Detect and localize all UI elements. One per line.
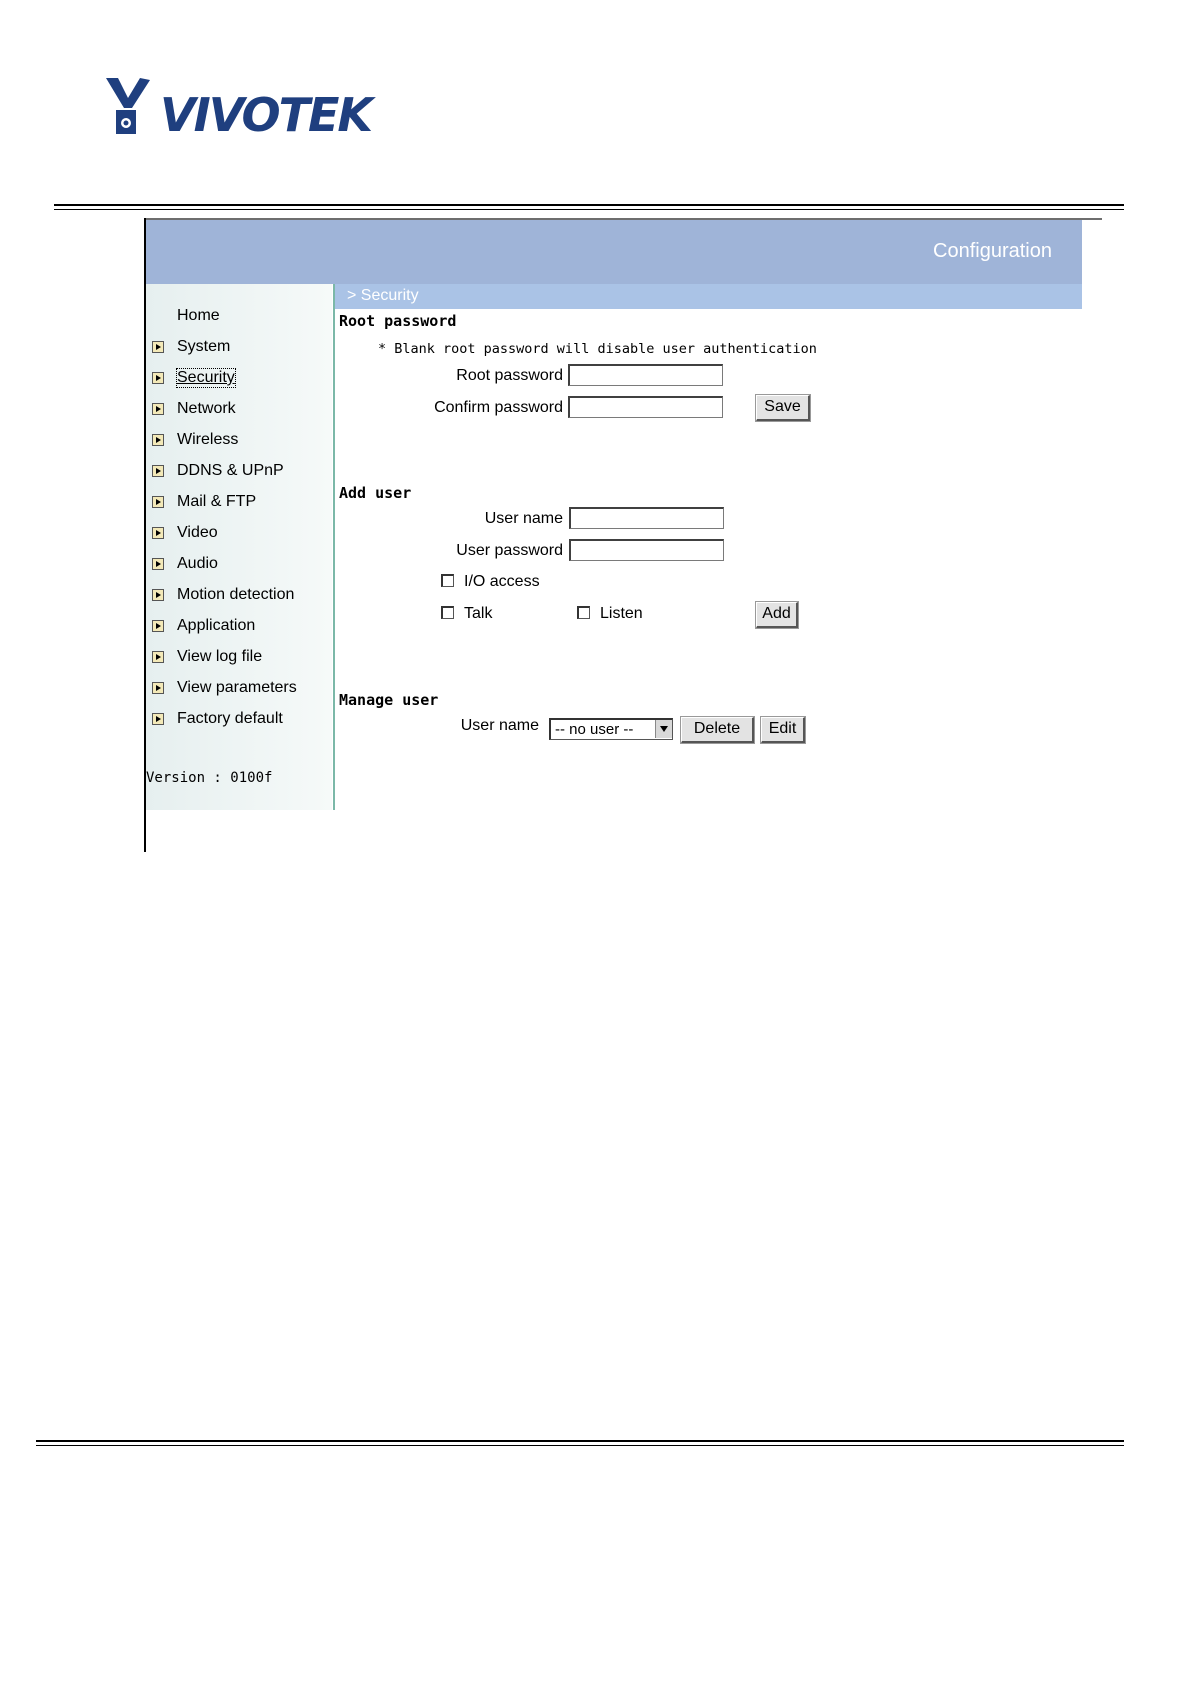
io-access-checkbox[interactable]: [441, 574, 454, 587]
sidebar-item-label: Audio: [177, 555, 218, 572]
chevron-down-icon[interactable]: [655, 720, 672, 738]
talk-label: Talk: [464, 605, 493, 622]
confirm-password-input[interactable]: [568, 396, 723, 418]
add-user-password-label: User password: [456, 542, 563, 559]
sidebar-item-label: Application: [177, 617, 256, 634]
sidebar-item-wireless[interactable]: [146, 428, 332, 454]
arrow-right-icon: [152, 496, 164, 508]
root-password-label: Root password: [456, 367, 563, 384]
page-title: Configuration: [933, 240, 1052, 262]
add-user-button[interactable]: Add: [756, 602, 798, 628]
sidebar-item-audio[interactable]: [146, 552, 332, 578]
sidebar-item-security[interactable]: [146, 366, 332, 392]
sidebar-item-motion-detection[interactable]: [146, 583, 332, 609]
sidebar-item-mail-ftp[interactable]: [146, 490, 332, 516]
breadcrumb-text: > Security: [347, 287, 419, 304]
footer-rule-thin: [36, 1445, 1124, 1446]
arrow-right-icon: [152, 713, 164, 725]
vivotek-logo-mark-icon: [104, 76, 156, 138]
breadcrumb: [335, 284, 1082, 309]
sidebar-item-label: Factory default: [177, 710, 283, 727]
sidebar-item-label: View parameters: [177, 679, 297, 696]
user-select-value: -- no user --: [555, 721, 634, 738]
firmware-version: Version : 0100f: [146, 770, 273, 786]
add-username-label: User name: [484, 510, 563, 527]
header-rule-thin: [54, 209, 1124, 210]
add-user-password-input[interactable]: [569, 539, 724, 561]
sidebar-item-label: Motion detection: [177, 586, 295, 603]
arrow-right-icon: [152, 682, 164, 694]
arrow-right-icon: [152, 403, 164, 415]
listen-checkbox[interactable]: [577, 606, 590, 619]
sidebar-item-label: Security: [177, 369, 235, 386]
sidebar-item-label: Video: [177, 524, 218, 541]
sidebar-item-factory-default[interactable]: [146, 707, 332, 733]
arrow-right-icon: [152, 434, 164, 446]
add-user-heading: Add user: [339, 484, 412, 502]
security-panel: [335, 309, 1082, 809]
sidebar-item-ddns-upnp[interactable]: [146, 459, 332, 485]
logo-text: VIVOTEK: [160, 88, 372, 142]
sidebar-item-view-parameters[interactable]: [146, 676, 332, 702]
sidebar-item-label: Network: [177, 400, 236, 417]
arrow-right-icon: [152, 372, 164, 384]
confirm-password-label: Confirm password: [434, 399, 563, 416]
sidebar-item-label: View log file: [177, 648, 263, 665]
arrow-right-icon: [152, 651, 164, 663]
sidebar-item-network[interactable]: [146, 397, 332, 423]
vivotek-logo: [104, 76, 374, 146]
sidebar-item-view-log-file[interactable]: [146, 645, 332, 671]
arrow-right-icon: [152, 527, 164, 539]
config-header-bar: [146, 220, 1082, 284]
root-password-heading: Root password: [339, 312, 457, 330]
delete-user-button[interactable]: Delete: [681, 717, 754, 743]
save-button[interactable]: Save: [756, 395, 810, 421]
sidebar-item-label: Wireless: [177, 431, 239, 448]
manage-user-heading: Manage user: [339, 691, 439, 709]
listen-label: Listen: [600, 605, 643, 622]
sidebar-item-video[interactable]: [146, 521, 332, 547]
sidebar: [146, 284, 332, 810]
sidebar-item-label: Home: [177, 307, 220, 324]
sidebar-item-label: System: [177, 338, 231, 355]
root-password-input[interactable]: [568, 364, 723, 386]
user-select[interactable]: [549, 718, 673, 740]
header-rule: [54, 204, 1124, 206]
footer-rule: [36, 1440, 1124, 1442]
arrow-right-icon: [152, 341, 164, 353]
arrow-right-icon: [152, 558, 164, 570]
add-username-input[interactable]: [569, 507, 724, 529]
sidebar-item-application[interactable]: [146, 614, 332, 640]
root-password-note: * Blank root password will disable user authentication: [378, 341, 817, 357]
sidebar-item-system[interactable]: [146, 335, 332, 361]
sidebar-item-home[interactable]: [146, 304, 332, 330]
io-access-label: I/O access: [464, 573, 540, 590]
manage-username-label: User name: [460, 717, 539, 734]
talk-checkbox[interactable]: [441, 606, 454, 619]
sidebar-item-label: Mail & FTP: [177, 493, 257, 510]
edit-user-button[interactable]: Edit: [761, 717, 805, 743]
sidebar-item-label: DDNS & UPnP: [177, 462, 284, 479]
arrow-right-icon: [152, 465, 164, 477]
arrow-right-icon: [152, 589, 164, 601]
arrow-right-icon: [152, 620, 164, 632]
